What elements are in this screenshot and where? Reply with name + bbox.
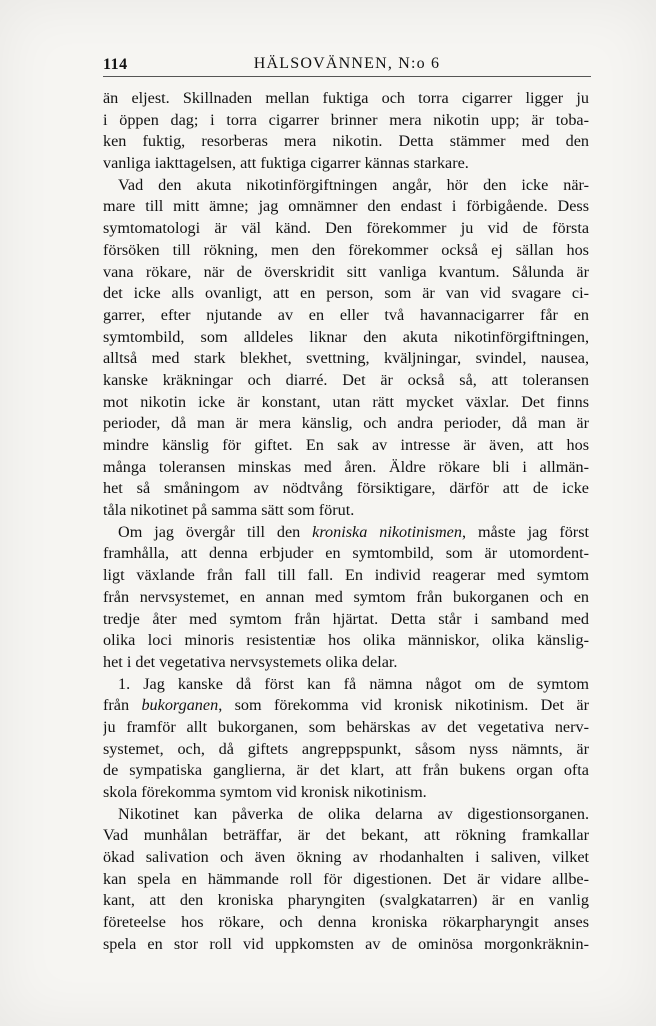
text-line: många toleransen minskas med åren. Äldre rökare bli i allmän- [103,457,589,476]
text-line: spela en stor roll vid uppkomsten av de ominösa morgonkräknin- [103,934,589,953]
text-line: Vad den akuta nikotinförgiftningen angår, hör den icke när- [118,175,589,194]
text-line: kan spela en hämmande roll för digestionen. Det är vidare allbe- [103,869,589,888]
text-line: mindre känslig för giftet. En sak av intresse är även, att hos [103,436,589,454]
running-header [103,52,591,77]
text-line: mot nikotin icke är konstant, utan rätt mycket växlar. Det finns [103,392,589,411]
text-line: systemet, och, då giftets angreppspunkt, såsom nyss nämnts, är [103,739,589,758]
text-line: perioder, då man är mera känslig, och andra perioder, då man är [103,414,589,433]
text-line: Nikotinet kan påverka de olika delarna av digestionsorganen. [118,804,589,823]
text-line: het så småningom av nödtvång försiktigare, därför att de icke [103,479,589,498]
text-line: kanske kräkningar och diarré. Det är också så, att toleransen [103,370,589,389]
text-line: än eljest. Skillnaden mellan fuktiga och torra cigarrer ligger ju [103,89,589,107]
text-line: från nervsystemet, en annan med symtom från bukorganen och en [103,587,589,606]
text-line: het i det vegetativa nervsystemets olika delar. [103,652,398,671]
text-line: ju framför allt bukorganen, som behärskas av det vegetativa nerv- [103,717,589,736]
text-line: Vad munhålan beträffar, är det bekant, att rökning framkallar [103,826,589,845]
text-line: de sympatiska ganglierna, är det klart, att från bukens organ ofta [103,761,589,780]
text-line: tåla nikotinet på samma sätt som förut. [103,501,355,520]
text-line: företeelse hos rökare, och denna kroniska rökarpharyngit anses [103,913,589,932]
text-line: symtombild, som alldeles liknar den akuta nikotinförgiftningen, [103,327,589,346]
text-line: vana rökare, när de överskridit sitt vanliga kvantum. Sålunda är [103,262,589,281]
emphasized-term: bukorganen [141,696,219,715]
text-line: symtomatologi är väl känd. Den förekommer ju vid de första [103,219,589,238]
text-line: garrer, efter njutande av en eller två havannacigarrer får en [103,305,589,324]
text-line: från bukorganen, som förekomma vid kronisk nikotinism. Det är [103,696,589,715]
text-line: tredje åter med symtom från hjärtat. Detta står i samband med [103,609,589,628]
text-line: 1. Jag kanske då först kan få nämna något om de symtom [118,674,589,693]
text-line: ken fuktig, resorberas mera nikotin. Detta stämmer med den [103,132,589,151]
text-line: försöken till rökning, men den förekommer också ej sällan hos [103,240,589,259]
text-line: ligt växlande från fall till fall. En individ reagerar med symtom [103,566,589,585]
text-line: mare till mitt ämne; jag omnämner den endast i förbigående. Dess [103,197,589,216]
text-line: alltså med stark blekhet, svettning, kväljningar, svindel, nausea, [103,349,589,368]
text-line: det icke alls ovanligt, att en person, som är van vid svagare ci- [103,284,589,303]
emphasized-term: kroniska nikotinismen [312,522,462,541]
page-number: 114 [103,56,128,73]
body-text [103,88,589,956]
text-line: vanliga iakttagelsen, att fuktiga cigarrer kännas starkare. [103,154,469,173]
text-line: framhålla, att denna erbjuder en symtombild, som är utomordent- [103,544,589,563]
text-line: i öppen dag; i torra cigarrer brinner mera nikotin upp; är toba- [103,110,589,129]
text-line: Om jag övergår till den kroniska nikotinismen, måste jag först [118,522,589,541]
text-line: kant, att den kroniska pharyngiten (svalgkatarren) är en vanlig [103,891,589,910]
text-line: skola förekomma symtom vid kronisk nikotinism. [103,783,427,801]
running-title: HÄLSOVÄNNEN, N:o 6 [253,55,441,72]
text-line: ökad salivation och även ökning av rhodanhalten i saliven, vilket [103,848,589,867]
text-line: olika loci minoris resistentiæ hos olika människor, olika känslig- [103,631,589,650]
